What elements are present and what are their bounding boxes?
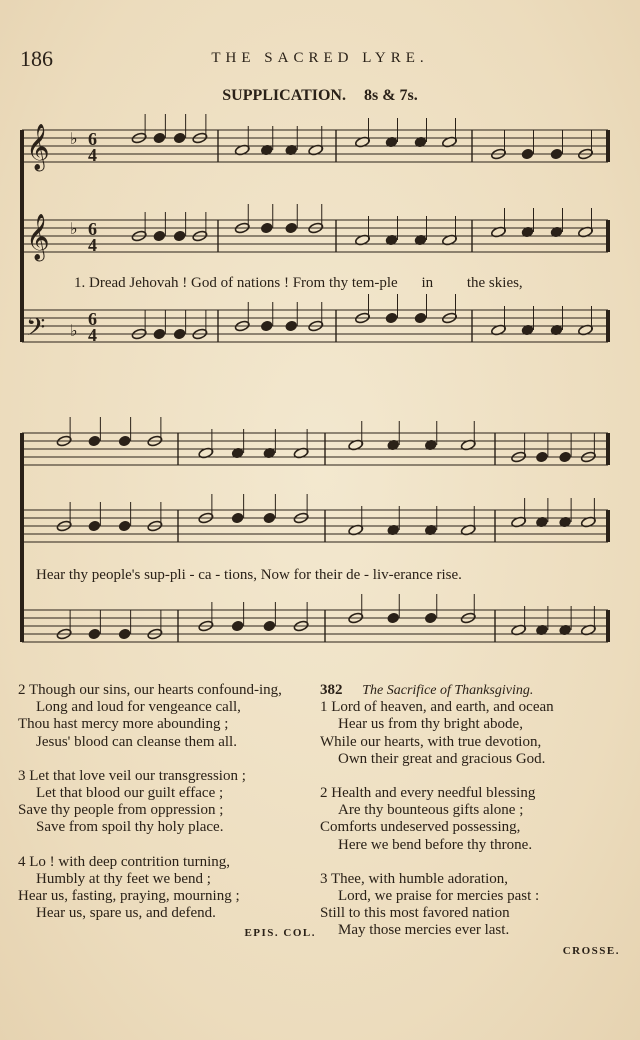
- lyrics-line-2: Hear thy people's sup-pli - ca - tions, Now for their de - liv-erance rise.: [36, 567, 462, 583]
- hymn-382-verses: [320, 682, 620, 960]
- hymn-heading: [320, 682, 620, 699]
- svg-text:♭: ♭: [70, 221, 78, 238]
- stanza: 4 Lo ! with deep contrition turning, Humbly at thy feet we bend ; Hear us, fasting, praying, mourning ; Hear us, spare us, and defend.: [18, 853, 240, 922]
- hymn-title: The Sacrifice of Thanksgiving.: [362, 683, 534, 698]
- tune-heading: [0, 87, 640, 105]
- stanza: 3 Let that love veil our transgression ; Let that blood our guilt efface ; Save thy people from oppression ; Save from spoil thy holy place.: [18, 767, 246, 836]
- page-header: [20, 46, 620, 74]
- stanza: 2 Health and every needful blessing Are thy bounteous gifts alone ; Comforts undeserved possessing, Here we bend before thy throne.: [320, 785, 536, 853]
- music-system-2: [0, 415, 640, 665]
- hymn-381-verses: [18, 682, 316, 943]
- svg-text:4: 4: [88, 325, 97, 345]
- stanza: 1 Lord of heaven, and earth, and ocean Hear us from thy bright abode, While our hearts, with true devotion, Own their great and gracious God.: [320, 699, 554, 767]
- svg-text:𝄢: 𝄢: [26, 313, 46, 348]
- svg-text:♭: ♭: [70, 131, 78, 148]
- svg-text:4: 4: [88, 145, 97, 165]
- hymn-number: 382: [320, 682, 343, 698]
- svg-text:4: 4: [88, 235, 97, 255]
- svg-text:♭: ♭: [70, 323, 78, 340]
- svg-text:6: 6: [88, 219, 97, 239]
- page-number: 186: [20, 46, 53, 71]
- lyrics-line-1: 1. Dread Jehovah ! God of nations ! From thy tem-ple in the skies,: [74, 275, 523, 291]
- svg-text:𝄞: 𝄞: [26, 124, 50, 170]
- running-title: THE SACRED LYRE.: [211, 50, 429, 66]
- svg-text:6: 6: [88, 309, 97, 329]
- tune-meter: 8s & 7s.: [363, 87, 418, 104]
- music-system-1: [0, 110, 640, 360]
- stanza: 3 Thee, with humble adoration, Lord, we praise for mercies past : Still to this most favored nation May those mercies ever last.: [320, 870, 540, 939]
- svg-text:6: 6: [88, 129, 97, 149]
- tune-name: SUPPLICATION.: [222, 87, 346, 104]
- author-credit: CROSSE.: [562, 944, 620, 957]
- svg-text:𝄞: 𝄞: [26, 214, 50, 260]
- author-credit: EPIS. COL.: [244, 927, 316, 940]
- stanza: 2 Though our sins, our hearts confound-ing, Long and loud for vengeance call, Thou hast mercy more abounding ; Jesus' blood can cleanse them all.: [18, 682, 282, 750]
